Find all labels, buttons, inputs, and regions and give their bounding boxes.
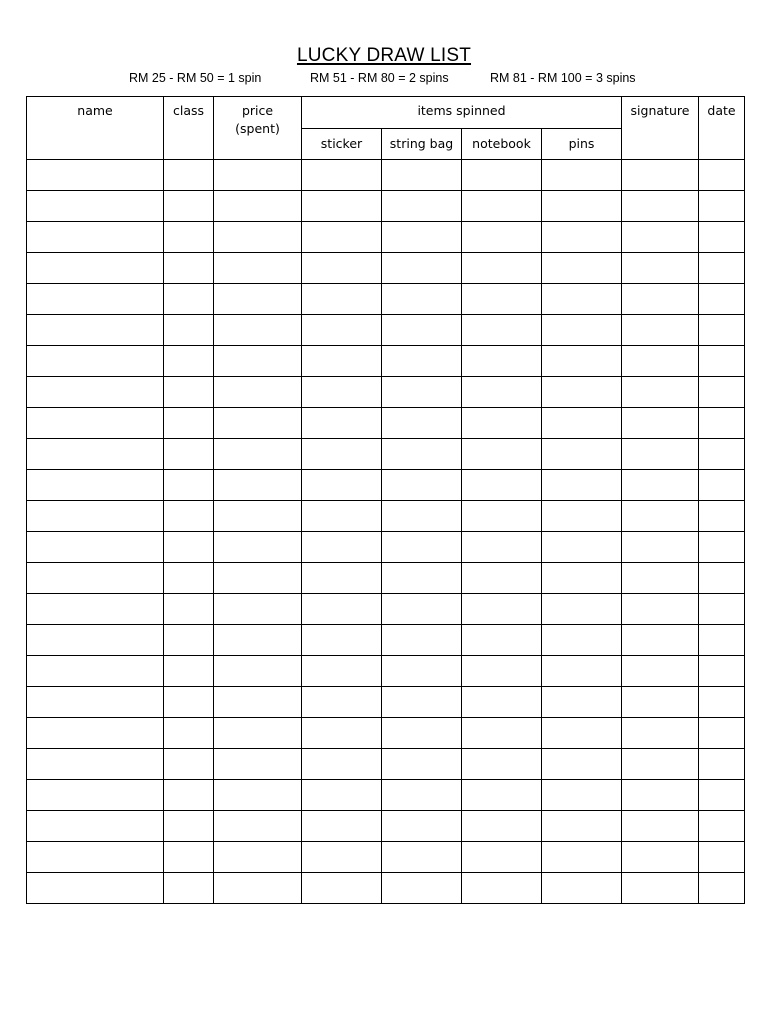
cell-name xyxy=(27,687,164,718)
cell-sticker xyxy=(302,873,382,904)
cell-class xyxy=(164,687,214,718)
cell-date xyxy=(699,532,745,563)
cell-date xyxy=(699,160,745,191)
cell-class xyxy=(164,284,214,315)
cell-date xyxy=(699,687,745,718)
cell-sticker xyxy=(302,408,382,439)
cell-name xyxy=(27,842,164,873)
cell-class xyxy=(164,811,214,842)
cell-pins xyxy=(542,749,622,780)
cell-notebook xyxy=(462,439,542,470)
cell-price xyxy=(214,377,302,408)
header-items-spinned: items spinned xyxy=(302,97,622,129)
header-price xyxy=(214,97,302,160)
cell-name xyxy=(27,532,164,563)
cell-date xyxy=(699,501,745,532)
table-row xyxy=(27,749,745,780)
cell-pins xyxy=(542,222,622,253)
header-name: name xyxy=(27,97,164,160)
cell-notebook xyxy=(462,408,542,439)
cell-price xyxy=(214,811,302,842)
table-row xyxy=(27,563,745,594)
cell-name xyxy=(27,253,164,284)
cell-string-bag xyxy=(382,222,462,253)
cell-notebook xyxy=(462,532,542,563)
cell-signature xyxy=(622,191,699,222)
cell-sticker xyxy=(302,346,382,377)
cell-notebook xyxy=(462,718,542,749)
cell-class xyxy=(164,346,214,377)
cell-price xyxy=(214,284,302,315)
cell-pins xyxy=(542,377,622,408)
cell-name xyxy=(27,284,164,315)
table-row xyxy=(27,253,745,284)
cell-class xyxy=(164,439,214,470)
cell-signature xyxy=(622,160,699,191)
cell-pins xyxy=(542,315,622,346)
cell-price xyxy=(214,687,302,718)
cell-sticker xyxy=(302,253,382,284)
header-price-label: price (spent) xyxy=(235,103,280,136)
cell-signature xyxy=(622,873,699,904)
cell-date xyxy=(699,191,745,222)
cell-price xyxy=(214,346,302,377)
cell-sticker xyxy=(302,625,382,656)
cell-notebook xyxy=(462,160,542,191)
cell-pins xyxy=(542,687,622,718)
cell-notebook xyxy=(462,749,542,780)
spin-rule-tier-2: RM 51 - RM 80 = 2 spins xyxy=(310,71,449,85)
cell-signature xyxy=(622,377,699,408)
cell-price xyxy=(214,501,302,532)
cell-name xyxy=(27,160,164,191)
cell-price xyxy=(214,439,302,470)
table-row xyxy=(27,656,745,687)
cell-pins xyxy=(542,470,622,501)
cell-notebook xyxy=(462,687,542,718)
cell-date xyxy=(699,873,745,904)
cell-sticker xyxy=(302,222,382,253)
header-signature: signature xyxy=(622,97,699,160)
cell-string-bag xyxy=(382,160,462,191)
cell-name xyxy=(27,563,164,594)
cell-class xyxy=(164,470,214,501)
cell-sticker xyxy=(302,780,382,811)
cell-string-bag xyxy=(382,594,462,625)
cell-sticker xyxy=(302,532,382,563)
cell-string-bag xyxy=(382,532,462,563)
table-row xyxy=(27,780,745,811)
cell-sticker xyxy=(302,687,382,718)
cell-notebook xyxy=(462,811,542,842)
cell-signature xyxy=(622,594,699,625)
cell-class xyxy=(164,315,214,346)
cell-signature xyxy=(622,222,699,253)
cell-sticker xyxy=(302,315,382,346)
cell-pins xyxy=(542,656,622,687)
table-row xyxy=(27,222,745,253)
table-body xyxy=(27,160,745,904)
cell-string-bag xyxy=(382,687,462,718)
cell-class xyxy=(164,408,214,439)
cell-price xyxy=(214,594,302,625)
cell-class xyxy=(164,160,214,191)
cell-date xyxy=(699,625,745,656)
cell-name xyxy=(27,222,164,253)
cell-signature xyxy=(622,501,699,532)
cell-sticker xyxy=(302,563,382,594)
cell-date xyxy=(699,408,745,439)
cell-signature xyxy=(622,749,699,780)
cell-string-bag xyxy=(382,346,462,377)
cell-pins xyxy=(542,594,622,625)
cell-signature xyxy=(622,780,699,811)
table-row xyxy=(27,687,745,718)
cell-signature xyxy=(622,470,699,501)
cell-price xyxy=(214,253,302,284)
cell-name xyxy=(27,191,164,222)
cell-date xyxy=(699,284,745,315)
cell-pins xyxy=(542,811,622,842)
cell-name xyxy=(27,346,164,377)
cell-pins xyxy=(542,842,622,873)
table-row xyxy=(27,191,745,222)
cell-name xyxy=(27,718,164,749)
cell-price xyxy=(214,718,302,749)
cell-price xyxy=(214,408,302,439)
cell-pins xyxy=(542,625,622,656)
cell-string-bag xyxy=(382,191,462,222)
cell-name xyxy=(27,501,164,532)
cell-notebook xyxy=(462,191,542,222)
cell-price xyxy=(214,315,302,346)
cell-name xyxy=(27,749,164,780)
cell-string-bag xyxy=(382,718,462,749)
table-row xyxy=(27,594,745,625)
table-row xyxy=(27,718,745,749)
cell-signature xyxy=(622,687,699,718)
cell-signature xyxy=(622,253,699,284)
cell-date xyxy=(699,470,745,501)
cell-notebook xyxy=(462,625,542,656)
cell-date xyxy=(699,656,745,687)
cell-class xyxy=(164,780,214,811)
cell-price xyxy=(214,222,302,253)
cell-signature xyxy=(622,563,699,594)
cell-signature xyxy=(622,315,699,346)
cell-sticker xyxy=(302,594,382,625)
cell-name xyxy=(27,873,164,904)
cell-signature xyxy=(622,811,699,842)
cell-price xyxy=(214,749,302,780)
cell-price xyxy=(214,191,302,222)
spin-rule-tier-3: RM 81 - RM 100 = 3 spins xyxy=(490,71,636,85)
cell-date xyxy=(699,811,745,842)
cell-price xyxy=(214,470,302,501)
table-row xyxy=(27,625,745,656)
table-row xyxy=(27,842,745,873)
cell-signature xyxy=(622,439,699,470)
cell-string-bag xyxy=(382,377,462,408)
table-row xyxy=(27,408,745,439)
cell-sticker xyxy=(302,749,382,780)
table-row xyxy=(27,470,745,501)
cell-class xyxy=(164,842,214,873)
cell-class xyxy=(164,656,214,687)
cell-string-bag xyxy=(382,625,462,656)
cell-pins xyxy=(542,532,622,563)
cell-string-bag xyxy=(382,842,462,873)
cell-string-bag xyxy=(382,563,462,594)
cell-date xyxy=(699,222,745,253)
cell-date xyxy=(699,594,745,625)
cell-signature xyxy=(622,532,699,563)
cell-name xyxy=(27,780,164,811)
cell-date xyxy=(699,780,745,811)
cell-pins xyxy=(542,563,622,594)
cell-sticker xyxy=(302,656,382,687)
cell-name xyxy=(27,315,164,346)
table-row xyxy=(27,873,745,904)
cell-price xyxy=(214,873,302,904)
cell-date xyxy=(699,253,745,284)
cell-sticker xyxy=(302,501,382,532)
cell-class xyxy=(164,191,214,222)
cell-price xyxy=(214,563,302,594)
cell-sticker xyxy=(302,377,382,408)
cell-class xyxy=(164,253,214,284)
cell-price xyxy=(214,532,302,563)
cell-string-bag xyxy=(382,501,462,532)
cell-class xyxy=(164,749,214,780)
cell-pins xyxy=(542,718,622,749)
cell-name xyxy=(27,408,164,439)
table-row xyxy=(27,439,745,470)
table-row xyxy=(27,377,745,408)
cell-date xyxy=(699,563,745,594)
cell-string-bag xyxy=(382,656,462,687)
cell-class xyxy=(164,718,214,749)
cell-string-bag xyxy=(382,811,462,842)
table-row xyxy=(27,160,745,191)
cell-pins xyxy=(542,780,622,811)
table-row xyxy=(27,284,745,315)
header-sticker: sticker xyxy=(302,129,382,160)
cell-class xyxy=(164,625,214,656)
header-string-bag: string bag xyxy=(382,129,462,160)
cell-notebook xyxy=(462,346,542,377)
cell-notebook xyxy=(462,656,542,687)
cell-pins xyxy=(542,439,622,470)
cell-notebook xyxy=(462,780,542,811)
cell-class xyxy=(164,873,214,904)
cell-name xyxy=(27,470,164,501)
cell-notebook xyxy=(462,377,542,408)
cell-pins xyxy=(542,346,622,377)
cell-name xyxy=(27,656,164,687)
cell-class xyxy=(164,563,214,594)
cell-notebook xyxy=(462,222,542,253)
cell-pins xyxy=(542,191,622,222)
cell-name xyxy=(27,377,164,408)
table-row xyxy=(27,315,745,346)
cell-price xyxy=(214,160,302,191)
cell-sticker xyxy=(302,439,382,470)
cell-string-bag xyxy=(382,470,462,501)
header-date: date xyxy=(699,97,745,160)
table-row xyxy=(27,532,745,563)
cell-price xyxy=(214,656,302,687)
cell-sticker xyxy=(302,284,382,315)
cell-date xyxy=(699,439,745,470)
cell-signature xyxy=(622,842,699,873)
cell-signature xyxy=(622,718,699,749)
cell-string-bag xyxy=(382,408,462,439)
cell-pins xyxy=(542,160,622,191)
cell-date xyxy=(699,377,745,408)
cell-signature xyxy=(622,284,699,315)
cell-signature xyxy=(622,656,699,687)
cell-name xyxy=(27,625,164,656)
spin-rule-tier-1: RM 25 - RM 50 = 1 spin xyxy=(129,71,262,85)
cell-string-bag xyxy=(382,780,462,811)
cell-notebook xyxy=(462,501,542,532)
cell-date xyxy=(699,718,745,749)
table-row xyxy=(27,501,745,532)
header-class: class xyxy=(164,97,214,160)
cell-notebook xyxy=(462,842,542,873)
cell-name xyxy=(27,594,164,625)
cell-notebook xyxy=(462,470,542,501)
cell-name xyxy=(27,811,164,842)
cell-notebook xyxy=(462,253,542,284)
cell-notebook xyxy=(462,594,542,625)
cell-class xyxy=(164,222,214,253)
header-pins: pins xyxy=(542,129,622,160)
cell-signature xyxy=(622,346,699,377)
cell-name xyxy=(27,439,164,470)
cell-sticker xyxy=(302,811,382,842)
cell-class xyxy=(164,377,214,408)
cell-notebook xyxy=(462,563,542,594)
cell-string-bag xyxy=(382,873,462,904)
cell-price xyxy=(214,780,302,811)
cell-notebook xyxy=(462,284,542,315)
cell-pins xyxy=(542,501,622,532)
cell-date xyxy=(699,346,745,377)
cell-price xyxy=(214,625,302,656)
cell-string-bag xyxy=(382,439,462,470)
cell-sticker xyxy=(302,470,382,501)
cell-date xyxy=(699,842,745,873)
cell-class xyxy=(164,501,214,532)
cell-pins xyxy=(542,284,622,315)
cell-date xyxy=(699,749,745,780)
cell-string-bag xyxy=(382,284,462,315)
cell-string-bag xyxy=(382,315,462,346)
cell-signature xyxy=(622,625,699,656)
cell-string-bag xyxy=(382,749,462,780)
cell-notebook xyxy=(462,315,542,346)
cell-sticker xyxy=(302,191,382,222)
cell-sticker xyxy=(302,160,382,191)
cell-pins xyxy=(542,253,622,284)
cell-date xyxy=(699,315,745,346)
cell-string-bag xyxy=(382,253,462,284)
cell-notebook xyxy=(462,873,542,904)
cell-price xyxy=(214,842,302,873)
cell-sticker xyxy=(302,718,382,749)
cell-sticker xyxy=(302,842,382,873)
page-title: LUCKY DRAW LIST xyxy=(296,45,472,66)
cell-pins xyxy=(542,873,622,904)
lucky-draw-table xyxy=(26,96,745,904)
cell-class xyxy=(164,532,214,563)
table-row xyxy=(27,811,745,842)
header-notebook: notebook xyxy=(462,129,542,160)
table-row xyxy=(27,346,745,377)
cell-class xyxy=(164,594,214,625)
cell-pins xyxy=(542,408,622,439)
cell-signature xyxy=(622,408,699,439)
